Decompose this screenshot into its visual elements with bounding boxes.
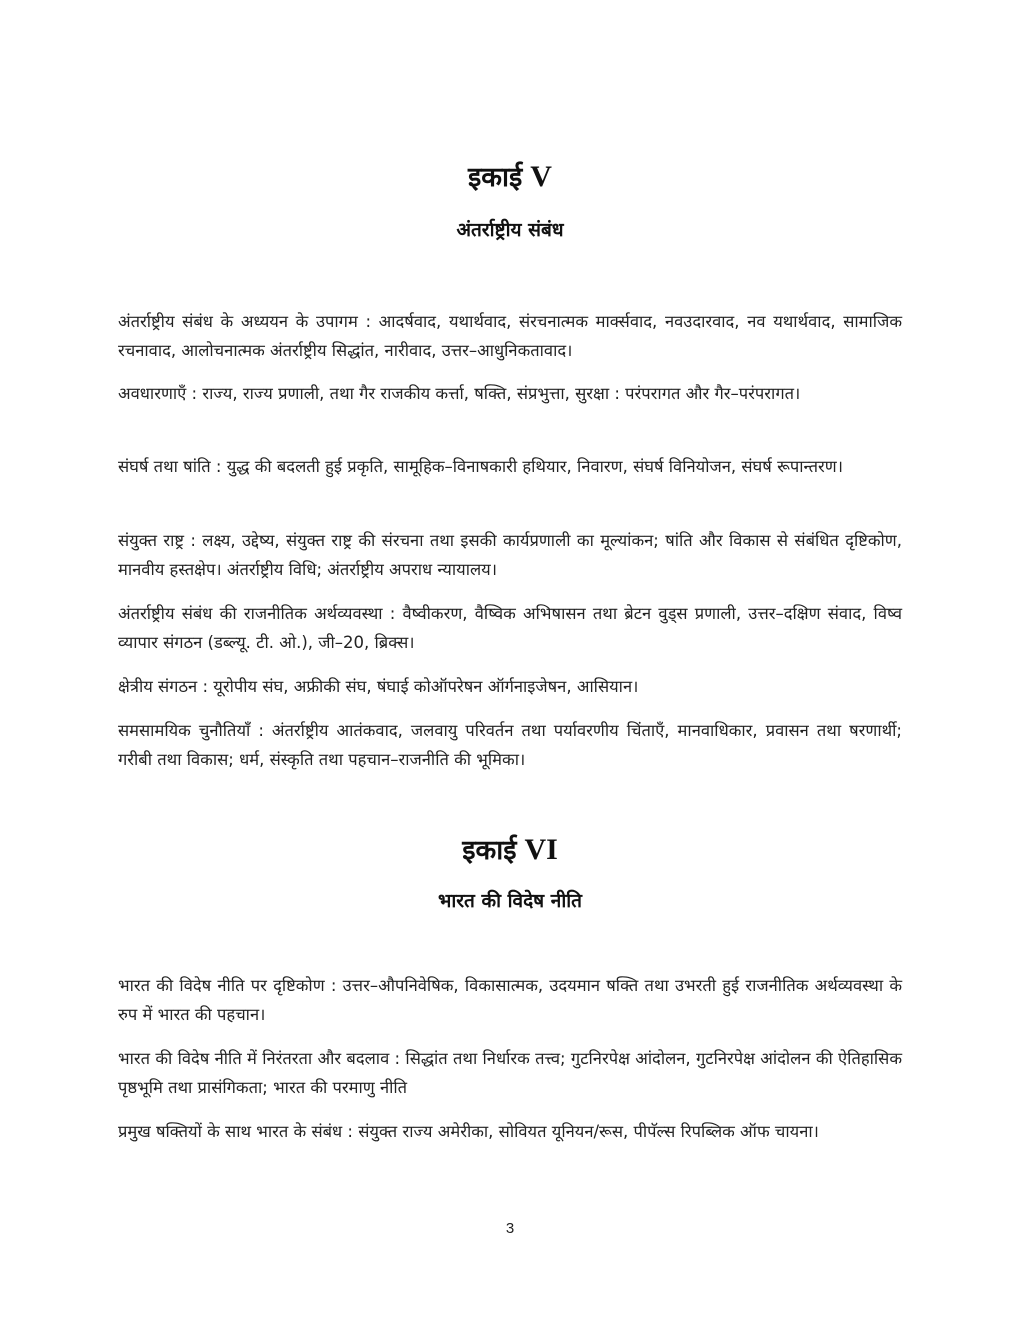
unit-5-paragraph-5: अंतर्राष्ट्रीय संबंध की राजनीतिक अर्थव्यवस्था : वैष्वीकरण, वैष्विक अभिषासन तथा ब्रेटन वुड्स प्रणाली, उत्तर–दक्षिण संवाद, विष्व व्यापार संगठन (डब्ल्यू. टी. ओ.), जी–20, ब्रिक्स।: [118, 604, 902, 652]
unit-6-paragraph-3: प्रमुख षक्तियों के साथ भारत के संबंध : संयुक्त राज्य अमेरीका, सोवियत यूनियन/रूस, पीपॅल्स रिपब्लिक ऑफ चायना।: [118, 1122, 819, 1141]
unit-6-heading: [0, 833, 1020, 868]
unit-5-paragraph-3: संघर्ष तथा षांति : युद्ध की बदलती हुई प्रकृति, सामूहिक–विनाषकारी हथियार, निवारण, संघर्ष विनियोजन, संघर्ष रूपान्तरण।: [118, 457, 843, 476]
unit-6-paragraph-2: भारत की विदेष नीति में निरंतरता और बदलाव : सिद्धांत तथा निर्धारक तत्त्व; गुटनिरपेक्ष आंदोलन, गुटनिरपेक्ष आंदोलन की ऐतिहासिक पृष्ठभूमि तथा प्रासंगिकता; भारत की परमाणु नीति: [118, 1049, 902, 1097]
unit-5-paragraph-7: समसामयिक चुनौतियाँ : अंतर्राष्ट्रीय आतंकवाद, जलवायु परिवर्तन तथा पर्यावरणीय चिंताएँ, मानवाधिकार, प्रवासन तथा षरणार्थी; गरीबी तथा विकास; धर्म, संस्कृति तथा पहचान–राजनीति की भूमिका।: [118, 721, 902, 769]
unit-6-paragraph-1: भारत की विदेष नीति पर दृष्टिकोण : उत्तर–औपनिवेषिक, विकासात्मक, उदयमान षक्ति तथा उभरती हुई राजनीतिक अर्थव्यवस्था के रुप में भारत की पहचान।: [118, 976, 902, 1024]
unit-5-heading-word: इकाई: [468, 162, 523, 193]
unit-5-heading-numeral: V: [530, 160, 552, 193]
unit-6-heading-word: इकाई: [462, 835, 517, 866]
unit-5-paragraph-1: अंतर्राष्ट्रीय संबंध के अध्ययन के उपागम : आदर्षवाद, यथार्थवाद, संरचनात्मक मार्क्सवाद, नवउदारवाद, नव यथार्थवाद, सामाजिक रचनावाद, आलोचनात्मक अंतर्राष्ट्रीय सिद्धांत, नारीवाद, उत्तर–आधुनिकतावाद।: [118, 312, 902, 360]
unit-5-paragraph-4: संयुक्त राष्ट्र : लक्ष्य, उद्देष्य, संयुक्त राष्ट्र की संरचना तथा इसकी कार्यप्रणाली का मूल्यांकन; षांति और विकास से संबंधित दृष्टिकोण, मानवीय हस्तक्षेप। अंतर्राष्ट्रीय विधि; अंतर्राष्ट्रीय अपराध न्यायालय।: [118, 531, 902, 579]
page-number: 3: [505, 1220, 515, 1237]
unit-6-heading-numeral: VI: [524, 833, 558, 866]
unit-5-paragraph-6: क्षेत्रीय संगठन : यूरोपीय संघ, अफ्रीकी संघ, षंघाई कोऑपरेषन ऑर्गनाइजेषन, आसियान।: [118, 677, 639, 696]
unit-5-heading: [0, 160, 1020, 195]
unit-6-subtitle: भारत की विदेष नीति: [437, 890, 582, 912]
unit-5-subtitle: अंतर्राष्ट्रीय संबंध: [456, 219, 564, 241]
unit-5-paragraph-2: अवधारणाएँ : राज्य, राज्य प्रणाली, तथा गैर राजकीय कर्त्ता, षक्ति, संप्रभुत्ता, सुरक्षा : परंपरागत और गैर–परंपरागत।: [118, 384, 801, 403]
